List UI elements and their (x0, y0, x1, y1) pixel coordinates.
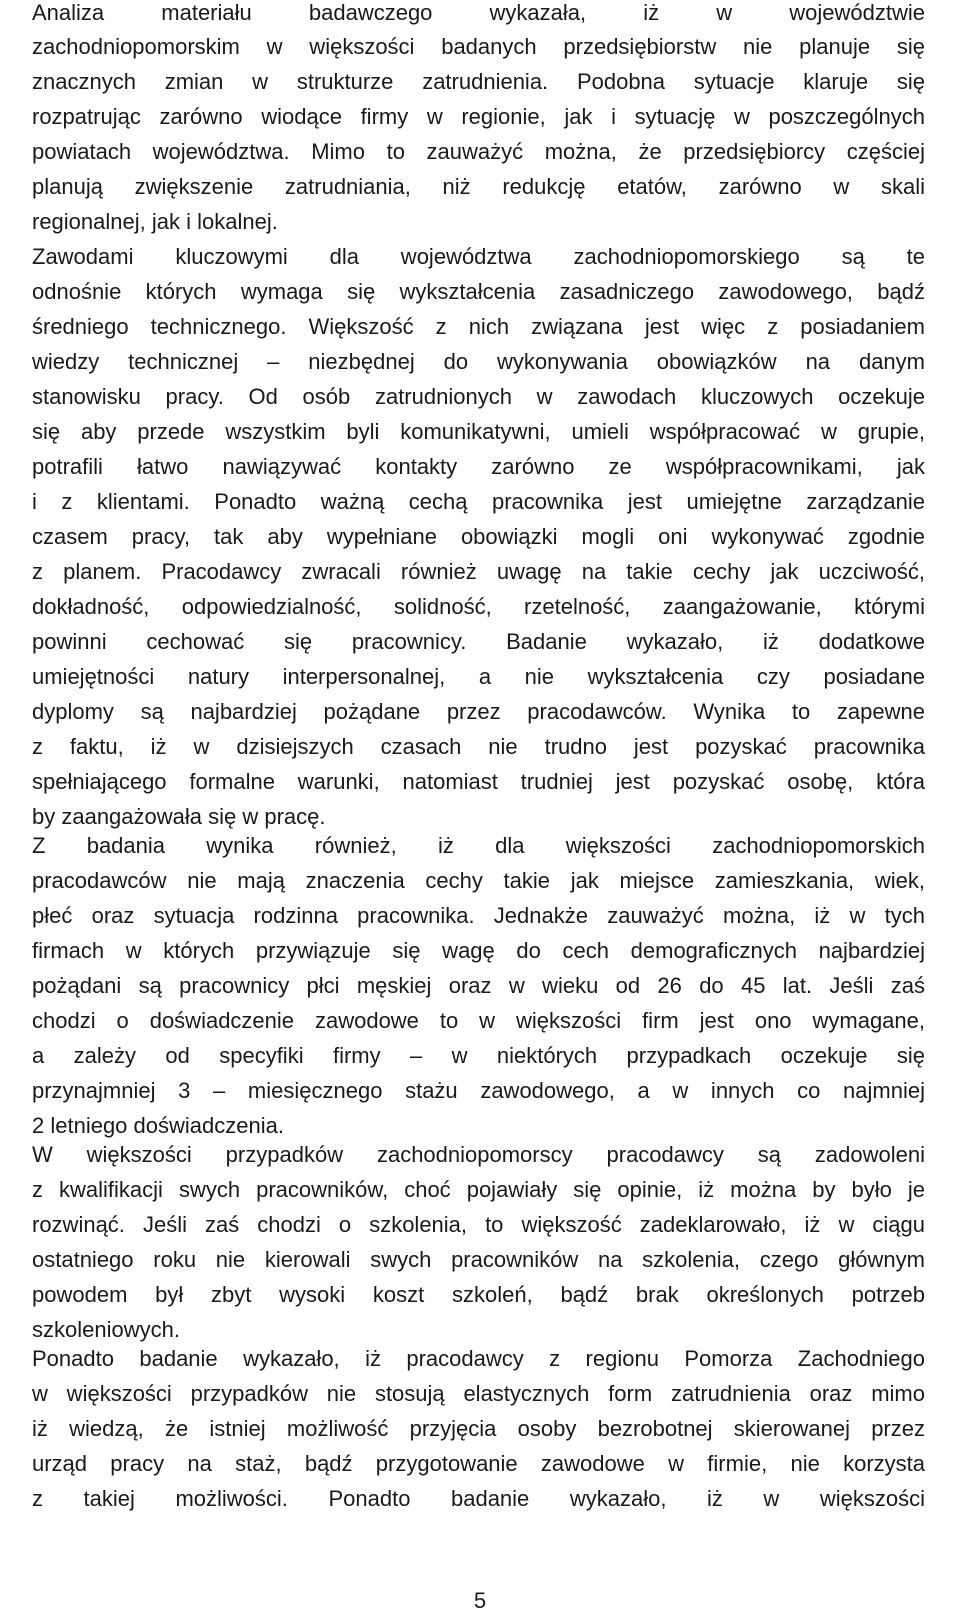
text-line: a zależy od specyfiki firmy – w niektórych przypadkach oczekuje się (32, 1043, 925, 1068)
text-line: spełniającego formalne warunki, natomiast trudniej jest pozyskać osobę, która (32, 769, 925, 794)
text-line: firmach w których przywiązuje się wagę do cech demograficznych najbardziej (32, 938, 925, 963)
text-line: 2 letniego doświadczenia. (32, 1113, 284, 1138)
text-line: odnośnie których wymaga się wykształcenia zasadniczego zawodowego, bądź (32, 279, 925, 304)
text-line: pracodawców nie mają znaczenia cechy takie jak miejsce zamieszkania, wiek, (32, 868, 925, 893)
text-line: z takiej możliwości. Ponadto badanie wykazało, iż w większości (32, 1486, 925, 1511)
text-line: wiedzy technicznej – niezbędnej do wykonywania obowiązków na danym (32, 349, 925, 374)
text-line: Z badania wynika również, iż dla większości zachodniopomorskich (32, 833, 925, 858)
text-line: iż wiedzą, że istniej możliwość przyjęcia osoby bezrobotnej skierowanej przez (32, 1416, 925, 1441)
text-line: rozwinąć. Jeśli zaś chodzi o szkolenia, to większość zadeklarowało, iż w ciągu (32, 1212, 925, 1237)
text-line: się aby przede wszystkim byli komunikatywni, umieli współpracować w grupie, (32, 419, 925, 444)
text-line: planują zwiększenie zatrudniania, niż redukcję etatów, zarówno w skali (32, 174, 925, 199)
text-line: stanowisku pracy. Od osób zatrudnionych w zawodach kluczowych oczekuje (32, 384, 925, 409)
text-line: W większości przypadków zachodniopomorscy pracodawcy są zadowoleni (32, 1142, 925, 1167)
text-line: regionalnej, jak i lokalnej. (32, 209, 278, 234)
text-line: rozpatrując zarówno wiodące firmy w regionie, jak i sytuację w poszczególnych (32, 104, 925, 129)
text-line: umiejętności natury interpersonalnej, a nie wykształcenia czy posiadane (32, 664, 925, 689)
text-line: w większości przypadków nie stosują elastycznych form zatrudnienia oraz mimo (32, 1381, 925, 1406)
text-line: zachodniopomorskim w większości badanych przedsiębiorstw nie planuje się (32, 34, 925, 59)
text-line: Zawodami kluczowymi dla województwa zachodniopomorskiego są te (32, 244, 925, 269)
text-line: płeć oraz sytuacja rodzinna pracownika. Jednakże zauważyć można, iż w tych (32, 903, 925, 928)
text-line: ostatniego roku nie kierowali swych pracowników na szkolenia, czego głównym (32, 1247, 925, 1272)
text-line: średniego technicznego. Większość z nich związana jest więc z posiadaniem (32, 314, 925, 339)
text-line: urząd pracy na staż, bądź przygotowanie zawodowe w firmie, nie korzysta (32, 1451, 925, 1476)
text-line: Ponadto badanie wykazało, iż pracodawcy z regionu Pomorza Zachodniego (32, 1346, 925, 1371)
text-line: potrafili łatwo nawiązywać kontakty zarówno ze współpracownikami, jak (32, 454, 925, 479)
text-line: znacznych zmian w strukturze zatrudnienia. Podobna sytuacje klaruje się (32, 69, 925, 94)
text-line: czasem pracy, tak aby wypełniane obowiązki mogli oni wykonywać zgodnie (32, 524, 925, 549)
text-line: Analiza materiału badawczego wykazała, iż w województwie (32, 0, 925, 25)
text-line: i z klientami. Ponadto ważną cechą pracownika jest umiejętne zarządzanie (32, 489, 925, 514)
text-line: dokładność, odpowiedzialność, solidność, rzetelność, zaangażowanie, którymi (32, 594, 925, 619)
text-line: powodem był zbyt wysoki koszt szkoleń, bądź brak określonych potrzeb (32, 1282, 925, 1307)
text-line: powinni cechować się pracownicy. Badanie wykazało, iż dodatkowe (32, 629, 925, 654)
text-line: chodzi o doświadczenie zawodowe to w większości firm jest ono wymagane, (32, 1008, 925, 1033)
text-line: by zaangażowała się w pracę. (32, 804, 326, 829)
text-line: z planem. Pracodawcy zwracali również uwagę na takie cechy jak uczciwość, (32, 559, 925, 584)
text-line: z faktu, iż w dzisiejszych czasach nie trudno jest pozyskać pracownika (32, 734, 925, 759)
text-line: z kwalifikacji swych pracowników, choć pojawiały się opinie, iż można by było je (32, 1177, 925, 1202)
text-line: przynajmniej 3 – miesięcznego stażu zawodowego, a w innych co najmniej (32, 1078, 925, 1103)
text-line: powiatach województwa. Mimo to zauważyć można, że przedsiębiorcy częściej (32, 139, 925, 164)
page-number: 5 (473, 1588, 487, 1613)
text-line: szkoleniowych. (32, 1317, 180, 1342)
text-line: pożądani są pracownicy płci męskiej oraz w wieku od 26 do 45 lat. Jeśli zaś (32, 973, 925, 998)
text-line: dyplomy są najbardziej pożądane przez pracodawców. Wynika to zapewne (32, 699, 925, 724)
